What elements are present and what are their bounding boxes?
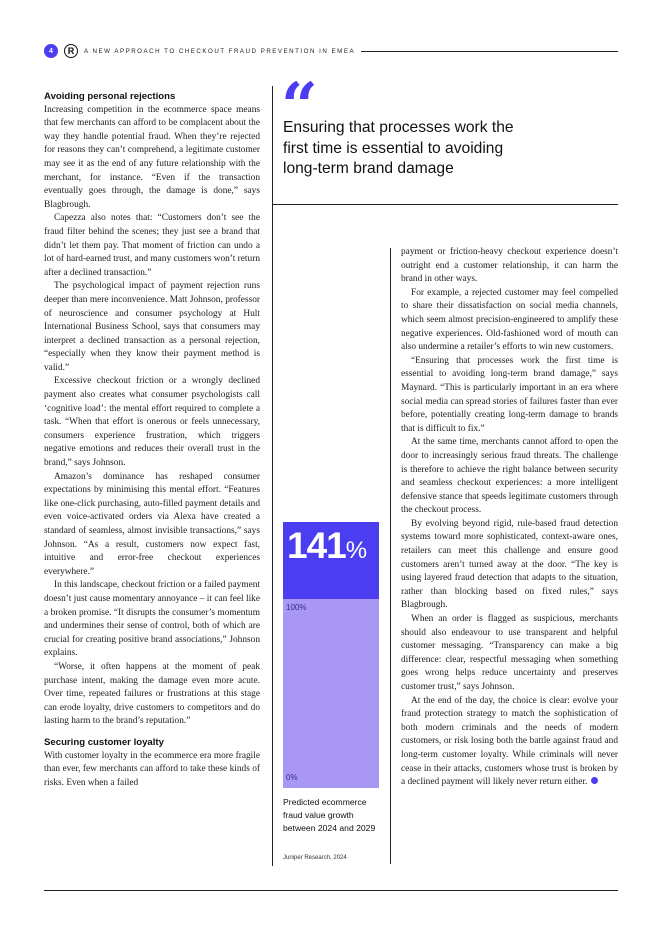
brand-logo-icon: R bbox=[64, 44, 78, 58]
paragraph: Excessive checkout friction or a wrongly declined payment also creates what consumer psychologists call ‘cognitive load’: the mental effort required to complete a task. “When that effort is onerous or feels unnecessary, consumers experience frustration, which triggers negative emotions and reduces their overall trust in the brand,” says Johnson. bbox=[44, 376, 260, 469]
quote-mark-icon: “ bbox=[281, 69, 314, 144]
right-column bbox=[401, 246, 618, 790]
paragraph: In this landscape, checkout friction or a failed payment doesn’t just cause momentary annoyance – it can feel like a broken promise. “It disrupts the consumer’s momentum and undermines their sense of control, both of which are crucial for creating positive brand associations,” Johnson explains. bbox=[44, 580, 260, 659]
paragraph: By evolving beyond rigid, rule-based fraud detection systems toward more sophisticated, context-aware ones, retailers can meet this challenge and ensure good customers aren’t turned away at the door. “The key is using layered fraud detection that adapts to the situation, rather than blocking based on fixed rules,” says Blagbrough. bbox=[401, 518, 618, 611]
right-column-divider bbox=[390, 248, 391, 864]
paragraph: The psychological impact of payment rejection runs deeper than mere inconvenience. Matt Johnson, professor of neuroscience and consumer psychology at Hult International Business School, says that consumers may interpret a declined transaction as a personal rejection, “especially when they know their payment method is valid.” bbox=[44, 281, 260, 373]
pull-quote: Ensuring that processes work the first time is essential to avoiding long-term brand damage bbox=[283, 119, 514, 177]
paragraph: “Ensuring that processes work the first time is essential to avoiding long-term brand damage,” says Maynard. “This is particularly important in an era where social media can spread stories of failures faster than ever before, potentially creating long-term damage to brands that is difficult to fix.” bbox=[401, 355, 618, 434]
header-divider bbox=[361, 51, 618, 52]
paragraph: For example, a rejected customer may feel compelled to share their dissatisfaction on social media channels, which seem almost precision-engineered to amplify these negative experiences. Old-fashioned word of mouth can also undermine a retailer’s efforts to win new customers. bbox=[401, 287, 618, 353]
paragraph: Capezza also notes that: “Customers don’t see the fraud filter behind the scenes; they just see a brand that didn’t let them pay. That moment of friction can undo a lot of hard-earned trust, and many customers won’t return after a declined transaction.” bbox=[44, 213, 260, 278]
paragraph: When an order is flagged as suspicious, merchants should also endeavour to use transparent and helpful customer messaging. “Transparency can make a big difference: clear, respectful messaging when something goes wrong helps reduce uncertainty and preserves customer trust,” says Johnson. bbox=[401, 614, 618, 692]
page-header bbox=[44, 42, 618, 60]
paragraph-text: At the end of the day, the choice is clear: evolve your fraud protection strategy to match the sophistication of both modern criminals and the needs of modern customers, or risk losing both the battle against fraud and long-term customer loyalty. While criminals will never cease in their attacks, customers whose trust is broken by a declined payment will likely never return either. bbox=[401, 695, 618, 788]
stat-unit: % bbox=[345, 537, 368, 564]
stat-value bbox=[287, 523, 367, 574]
page-number-badge: 4 bbox=[44, 44, 58, 58]
paragraph: payment or friction-heavy checkout experience doesn’t outright end a customer relationship, it can harm the brand in other ways. bbox=[401, 247, 618, 285]
paragraph: With customer loyalty in the ecommerce era more fragile than ever, few merchants can afford to take these kinds of risks. Even when a failed bbox=[44, 750, 260, 788]
pull-quote-divider bbox=[272, 204, 618, 205]
paragraph: At the same time, merchants cannot afford to open the door to increasingly serious fraud threats. The challenge is therefore to achieve the right balance between security and seamless checkout experiences: a more intelligent defensive stance that speeds legitimate customers through the checkout process. bbox=[401, 437, 618, 516]
paragraph: Increasing competition in the ecommerce space means that few merchants can afford to be complacent about the way they handle potential fraud. When they’re rejected for reasons they can’t comprehend, a legitimate customer may see it as the end of any future relationship with the merchant, for instance. “Even if the transaction eventually goes through, the damage is done,” says Blagbrough. bbox=[44, 104, 260, 210]
paragraph: “Worse, it often happens at the moment of peak purchase intent, making the damage even more acute. Over time, repeated failures or frustrations at this stage can erode loyalty, drive customers to competitors and do lasting harm to the brand’s reputation.” bbox=[44, 661, 260, 727]
chart-caption: Predicted ecommerce fraud value growth between 2024 and 2029 bbox=[283, 797, 376, 833]
end-mark-icon bbox=[591, 777, 598, 784]
section-heading-personal-rejections: Avoiding personal rejections bbox=[44, 91, 176, 102]
tick-label-0: 0% bbox=[286, 773, 298, 782]
footer-divider bbox=[44, 890, 618, 891]
middle-divider bbox=[272, 86, 273, 866]
left-column bbox=[44, 90, 260, 790]
paragraph: Amazon’s dominance has reshaped consumer expectations by minimising this mental effort. “Features like one-click purchasing, auto-filled payment details and even voice-activated orders via Alexa have created a standard of seamless, almost invisible transactions,” says Johnson. “As a result, customers now expect fast, intuitive and error-free checkout experiences everywhere.” bbox=[44, 471, 260, 577]
running-title: A NEW APPROACH TO CHECKOUT FRAUD PREVENTION IN EMEA bbox=[84, 47, 356, 55]
chart-source: Juniper Research, 2024 bbox=[283, 855, 347, 861]
stat-number: 141 bbox=[287, 525, 346, 566]
tick-label-100: 100% bbox=[286, 603, 307, 613]
section-heading-customer-loyalty: Securing customer loyalty bbox=[44, 736, 164, 748]
paragraph bbox=[401, 695, 618, 790]
